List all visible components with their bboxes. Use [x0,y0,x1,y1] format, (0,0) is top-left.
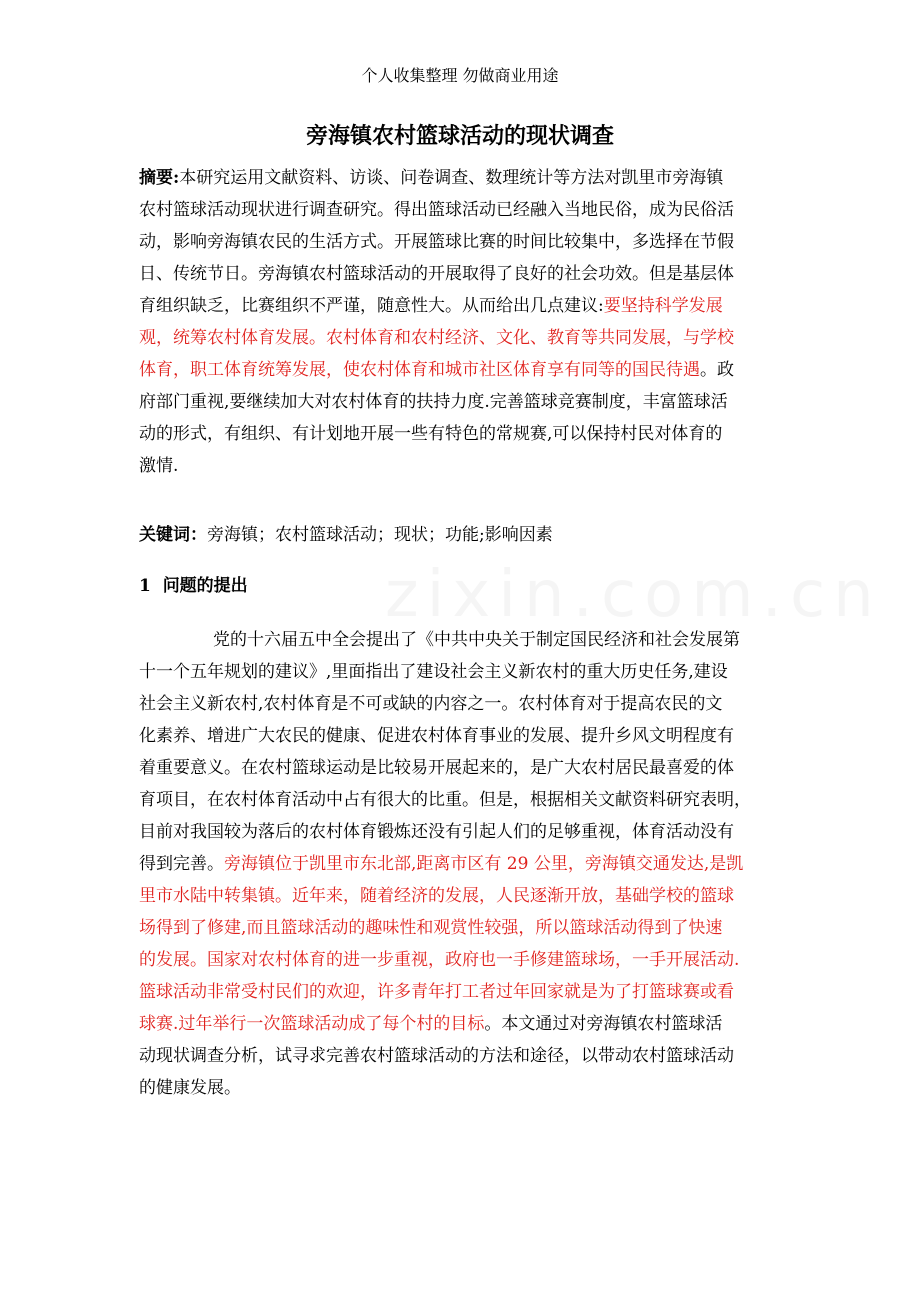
body-text: 。本文通过对旁海镇农村篮球活 [484,1014,723,1034]
body-text: 的健康发展。 [139,1078,241,1098]
body-highlight: 篮球活动非常受村民们的欢迎，许多青年打工者过年回家就是为了打篮球赛或看 [139,982,734,1002]
body-text: 党的十六届五中全会提出了《中共中央关于制定国民经济和社会发展第 [213,630,740,650]
abstract-text: 本研究运用文献资料、访谈、问卷调查、数理统计等方法对凯里市旁海镇 [179,168,724,188]
keywords-label: 关键词： [139,525,207,545]
abstract-text: 。政 [700,360,734,380]
header-note: 个人收集整理 勿做商业用途 [361,66,559,85]
body-line [139,976,799,1008]
abstract-text: 府部门重视,要继续加大对农村体育的扶持力度.完善篮球竞赛制度，丰富篮球活 [139,392,728,412]
body-text: 得到完善。 [139,854,224,874]
abstract-text: 激情. [139,456,179,476]
body-line [139,720,799,752]
keywords-line [139,521,553,549]
abstract-text: 育组织缺乏，比赛组织不严谨，随意性大。从而给出几点建议: [139,296,604,316]
abstract-text: 动，影响旁海镇农民的生活方式。开展篮球比赛的时间比较集中，多选择在节假 [139,232,734,252]
body-line [139,816,799,848]
abstract-highlight: 观，统筹农村体育发展。农村体育和农村经济、文化、教育等共同发展，与学校 [139,328,734,348]
body-line [139,944,799,976]
body-line [139,912,799,944]
body-line [139,848,799,880]
body-highlight: 里市水陆中转集镇。近年来，随着经济的发展，人民逐渐开放，基础学校的篮球 [139,886,734,906]
abstract-highlight: 体育，职工体育统筹发展，使农村体育和城市社区体育享有同等的国民待遇 [139,360,700,380]
body-paragraph [139,624,799,1104]
body-line [139,1008,799,1040]
keywords-text: 旁海镇；农村篮球活动；现状；功能;影响因素 [207,525,553,545]
abstract-line [139,386,799,418]
abstract-highlight: 要坚持科学发展 [603,296,723,316]
abstract-line [139,162,799,194]
abstract-line [139,354,799,386]
body-line [139,752,799,784]
body-highlight: 的发展。国家对农村体育的进一步重视，政府也一手修建篮球场，一手开展活动. [139,950,740,970]
body-line [139,1072,799,1104]
section-heading [139,572,248,600]
body-line [139,624,799,656]
body-text: 化素养、增进广大农民的健康、促进农村体育事业的发展、提升乡风文明程度有 [139,726,734,746]
abstract-paragraph [139,162,799,482]
body-line [139,1040,799,1072]
body-highlight: 旁海镇位于凯里市东北部,距离市区有 29 公里，旁海镇交通发达,是凯 [224,854,744,874]
abstract-line [139,194,799,226]
section-number: 1 [139,576,151,596]
abstract-line [139,450,799,482]
abstract-text: 农村篮球活动现状进行调查研究。得出篮球活动已经融入当地民俗，成为民俗活 [139,200,734,220]
body-line [139,688,799,720]
body-highlight: 场得到了修建,而且篮球活动的趣味性和观赏性较强，所以篮球活动得到了快速 [139,918,723,938]
body-text: 社会主义新农村,农村体育是不可或缺的内容之一。农村体育对于提高农民的文 [139,694,723,714]
body-line [139,656,799,688]
document-title: 旁海镇农村篮球活动的现状调查 [305,123,614,149]
body-text: 育项目，在农村体育活动中占有很大的比重。但是，根据相关文献资料研究表明， [139,790,751,810]
body-line [139,784,799,816]
abstract-line [139,226,799,258]
body-highlight: 球赛.过年举行一次篮球活动成了每个村的目标 [139,1014,485,1034]
abstract-line [139,322,799,354]
abstract-text: 动的形式，有组织、有计划地开展一些有特色的常规赛,可以保持村民对体育的 [139,424,723,444]
watermark: zixin.com.cn [385,558,882,632]
body-text: 动现状调查分析，试寻求完善农村篮球活动的方法和途径，以带动农村篮球活动 [139,1046,734,1066]
body-text: 目前对我国较为落后的农村体育锻炼还没有引起人们的足够重视，体育活动没有 [139,822,734,842]
body-line [139,880,799,912]
section-title: 问题的提出 [162,576,248,596]
abstract-line [139,290,799,322]
abstract-text: 日、传统节日。旁海镇农村篮球活动的开展取得了良好的社会功效。但是基层体 [139,264,734,284]
body-text: 十一个五年规划的建议》,里面指出了建设社会主义新农村的重大历史任务,建设 [139,662,728,682]
body-text: 着重要意义。在农村篮球运动是比较易开展起来的，是广大农村居民最喜爱的体 [139,758,734,778]
abstract-line [139,258,799,290]
abstract-line [139,418,799,450]
abstract-label: 摘要: [139,168,180,188]
